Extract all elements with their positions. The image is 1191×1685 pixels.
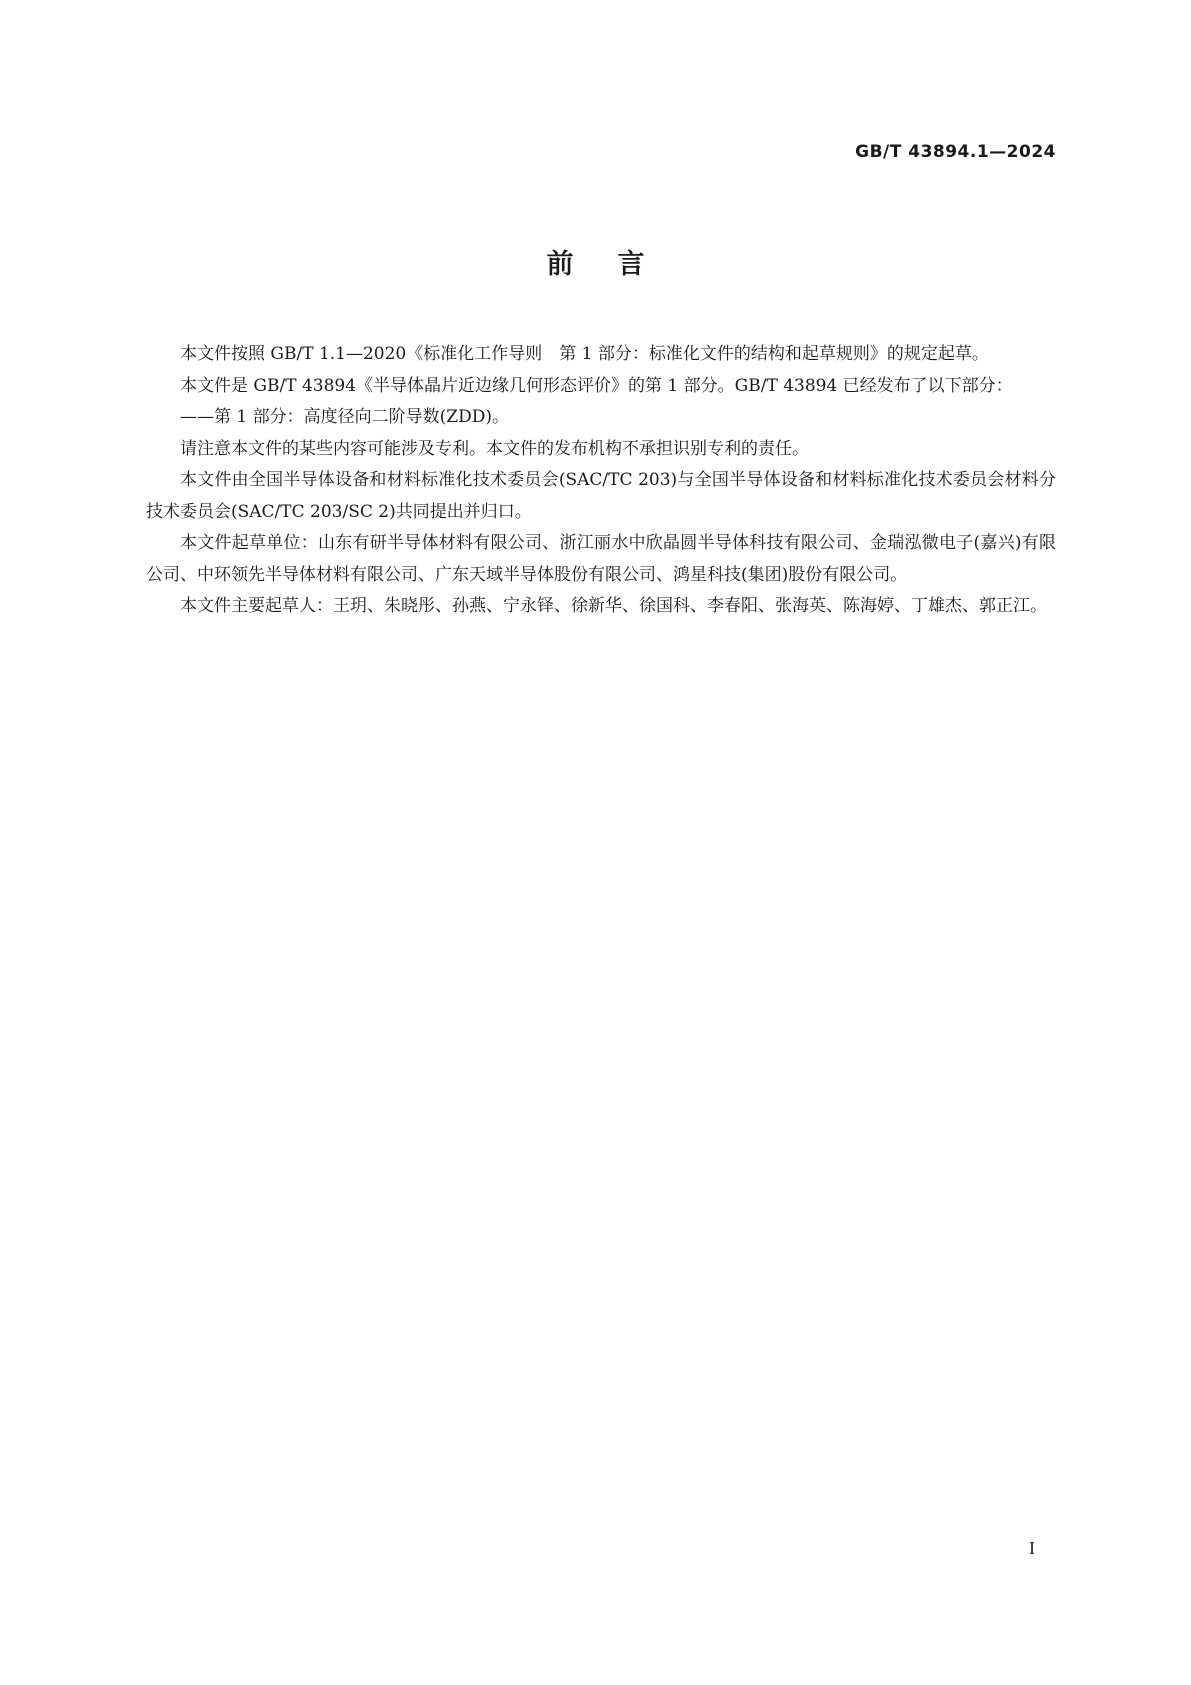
standard-code: GB/T 43894.1—2024 xyxy=(855,142,1056,162)
paragraph-patent-notice: 请注意本文件的某些内容可能涉及专利。本文件的发布机构不承担识别专利的责任。 xyxy=(180,438,809,459)
paragraph-drafters: 本文件主要起草人：王玥、朱晓彤、孙燕、宁永铎、徐新华、徐国科、李春阳、张海英、陈海婷、丁雄杰、郭正江。 xyxy=(180,596,1047,616)
paragraph-drafting-rules: 本文件按照 GB/T 1.1—2020《标准化工作导则 第 1 部分：标准化文件的结构和起草规则》的规定起草。 xyxy=(180,344,989,364)
foreword-body xyxy=(146,339,1056,623)
paragraph-part-list-item: ——第 1 部分：高度径向二阶导数(ZDD)。 xyxy=(180,407,509,427)
page-number: I xyxy=(1029,1538,1035,1558)
paragraph-drafting-units: 本文件起草单位：山东有研半导体材料有限公司、浙江丽水中欣晶圆半导体科技有限公司、金瑞泓微电子(嘉兴)有限公司、中环领先半导体材料有限公司、广东天域半导体股份有限公司、鸿星科技(集团)股份有限公司。 xyxy=(146,533,1056,585)
page-title: 前言 xyxy=(546,249,689,280)
paragraph-series-info: 本文件是 GB/T 43894《半导体晶片近边缘几何形态评价》的第 1 部分。GB/T 43894 已经发布了以下部分： xyxy=(180,375,1013,396)
paragraph-proposer: 本文件由全国半导体设备和材料标准化技术委员会(SAC/TC 203)与全国半导体设备和材料标准化技术委员会材料分技术委员会(SAC/TC 203/SC 2)共同提出并归口。 xyxy=(146,470,1056,522)
